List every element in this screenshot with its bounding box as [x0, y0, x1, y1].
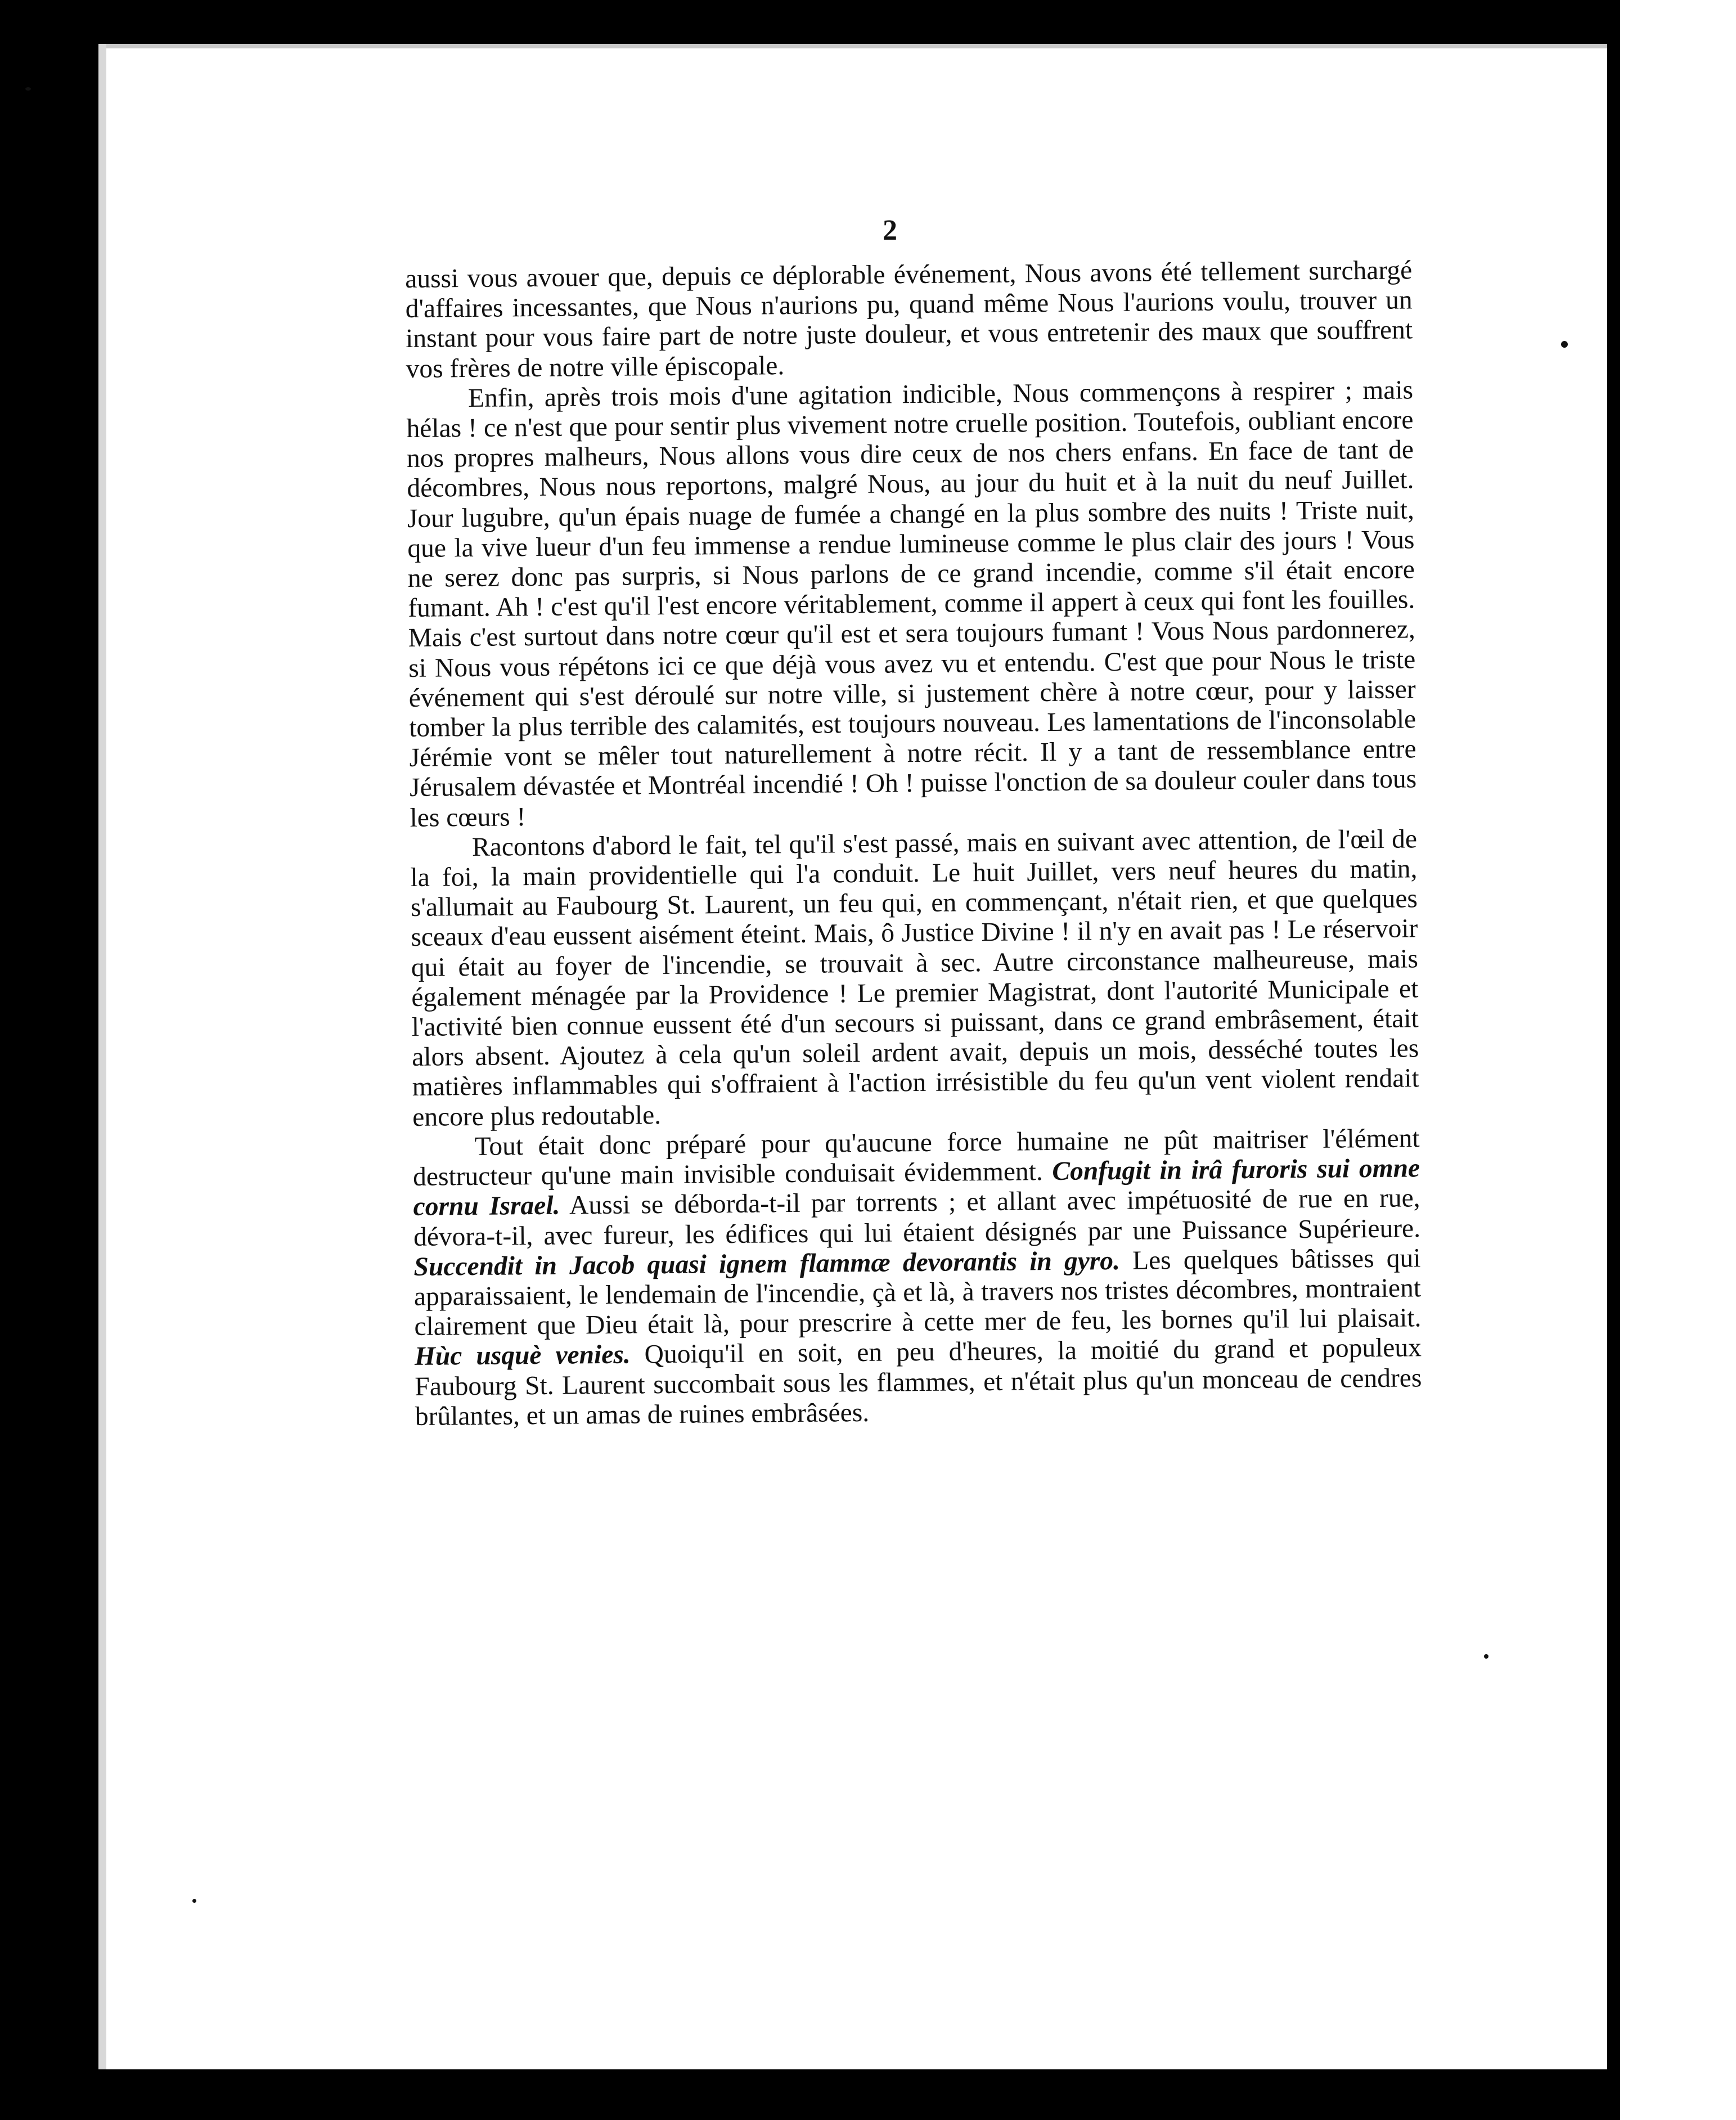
latin-quotation: Hùc usquè venies.: [414, 1340, 631, 1372]
paragraph: [406, 375, 1417, 833]
text-segment: Quoiqu'il en soit, en peu d'heures, la moitié du grand et populeux Faubourg St. Laurent succombait sous les flammes, et n'était plus qu'un monceau de cendres brûlantes, et un amas de ruines embrâsées.: [415, 1333, 1422, 1431]
paragraph: [405, 255, 1413, 384]
paragraph: [410, 824, 1420, 1133]
text-segment: Les quelques bâtisses qui apparaissaient, le lendemain de l'incendie, çà et là, à travers nos tristes décombres, montraient clairement que Dieu était là, pour prescrire à cette mer de feu, les bornes qu'il lui plaisait.: [413, 1243, 1422, 1342]
ink-speck: [1561, 341, 1568, 348]
ink-speck: [192, 1899, 196, 1903]
page-top-edge: [98, 44, 1607, 48]
text-segment: Aussi se déborda-t-il par torrents ; et allant avec impétuosité de rue en rue, dévora-t-il, avec fureur, les édifices qui lui étaient désignés par une Puissance Supérieure.: [413, 1183, 1421, 1252]
text-segment: aussi vous avouer que, depuis ce déplorable événement, Nous avons été tellement surchargé d'affaires incessantes, que Nous n'aurions pu, quand même Nous l'aurions voulu, trouver un instant pour vous faire part de notre juste douleur, et vous entretenir des maux que souffrent vos frères de notre ville épiscopale.: [405, 255, 1413, 384]
body-text: [405, 255, 1422, 1431]
text-segment: Racontons d'abord le fait, tel qu'il s'est passé, mais en suivant avec attention, de l'œil de la foi, la main providentielle qui l'a conduit. Le huit Juillet, vers neuf heures du matin, s'allumait au Faubourg St. Laurent, un feu qui, en commençant, n'était rien, et que quelques sceaux d'eau eussent aisément éteint. Mais, ô Justice Divine ! il n'y en avait pas ! Le réservoir qui était au foyer de l'incendie, se trouvait à sec. Autre circonstance malheureuse, mais également ménagée par la Providence ! Le premier Magistrat, dont l'autorité Municipale et l'activité bien connue eussent été d'un secours si puissant, dans ce grand embrâsement, était alors absent. Ajoutez à cela qu'un soleil ardent avait, depuis un mois, desséché toutes les matières inflammables qui s'offraient à l'action irrésistible du feu qu'un vent violent rendait encore plus redoutable.: [410, 824, 1419, 1132]
paragraph: [412, 1124, 1422, 1432]
latin-quotation: Succendit in Jacob quasi ignem flammæ devorantis in gyro.: [413, 1246, 1121, 1282]
page-left-edge: [98, 44, 106, 2069]
ink-speck: [1484, 1654, 1488, 1659]
facing-page-edge: [1620, 0, 1736, 2120]
text-segment: Enfin, après trois mois d'une agitation indicible, Nous commençons à respirer ; mais hélas ! ce n'est que pour sentir plus vivement notre cruelle position. Toutefois, oubliant encore nos propres malheurs, Nous allons vous dire ceux de nos chers enfans. En face de tant de décombres, Nous nous reportons, malgré Nous, au jour du huit et à la nuit du neuf Juillet. Jour lugubre, qu'un épais nuage de fumée a changé en la plus sombre des nuits ! Triste nuit, que la vive lueur d'un feu immense a rendue lumineuse comme le plus clair des jours ! Vous ne serez donc pas surpris, si Nous parlons de ce grand incendie, comme s'il était encore fumant. Ah ! c'est qu'il l'est encore véritablement, comme il appert à ceux qui font les fouilles. Mais c'est surtout dans notre cœur qu'il est et sera toujours fumant ! Vous Nous pardonnerez, si Nous vous répétons ici ce que déjà vous avez vu et entendu. C'est que pour Nous le triste événement qui s'est déroulé sur notre ville, si justement chère à notre cœur, pour y laisser tomber la plus terrible des calamités, est toujours nouveau. Les lamentations de l'inconsolable Jérémie vont se mêler tout naturellement à notre récit. Il y a tant de ressemblance entre Jérusalem dévastée et Montréal incendié ! Oh ! puisse l'onction de sa douleur couler dans tous les cœurs !: [406, 375, 1417, 833]
page-gutter: [1607, 0, 1620, 2120]
ink-speck: [25, 87, 31, 91]
latin-quotation: Confugit in irâ furoris sui omne cornu Israel.: [413, 1153, 1420, 1222]
text-segment: Tout était donc préparé pour qu'aucune force humaine ne pût maitriser l'élément destructeur qu'une main invisible conduisait évidemment.: [412, 1124, 1420, 1192]
page-number: 2: [883, 214, 897, 246]
